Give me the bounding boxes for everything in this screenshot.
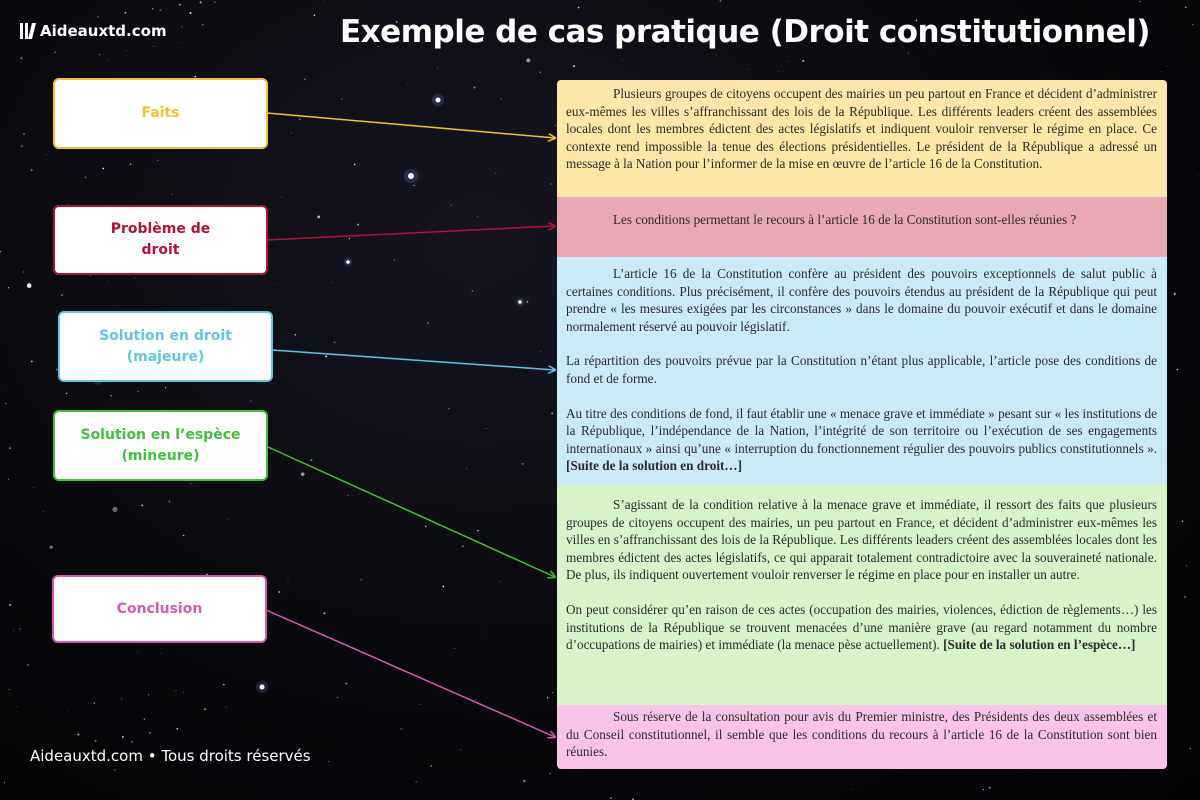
solution-droit-continue: [Suite de la solution en droit…] [566, 458, 742, 474]
brand-logo-text: Aideauxtd.com [40, 22, 167, 40]
faits-text: Plusieurs groupes de citoyens occupent des mairies un peu partout en France et décident d’administrer eux-mêmes les villes s’affranchissant des lois de la République. Les différents leaders créent des assemblées locales dont les membres édictent des actes législatifs et indiquent vouloir renverser le régime en place. Ce contexte rend impossible la tenue des élections présidentielles. Le président de la République a adressé un message à la Nation pour l’informer de la mise en œuvre de l’article 16 de la Constitution. [566, 86, 1157, 172]
solution-espece-continue: [Suite de la solution en l’espèce…] [943, 637, 1136, 653]
solution-droit-p3 [566, 405, 1157, 475]
label-conclusion[interactable] [52, 575, 267, 643]
label-probleme-line1: Problème de [110, 221, 211, 237]
section-faits [557, 80, 1167, 197]
solution-espece-p1: S’agissant de la condition relative à la menace grave et immédiate, il ressort des faits que plusieurs groupes de citoyens occupent des mairies, un peu partout en France, et décident d’administrer eux-mêmes les villes en s’affranchissant des lois de la République. Les différents leaders créent des assemblées locales dont les membres édictent des actes législatifs, ce qui apparait totalement contradictoire avec la souveraineté nationale. De plus, ils indiquent ouvertement vouloir renverser le régime en place pour en installer un autre. [566, 497, 1157, 583]
label-solution-espece-line2: (mineure) [121, 447, 200, 464]
page-title: Exemple de cas pratique (Droit constitutionnel) [340, 14, 1151, 50]
section-solution-espece [557, 485, 1167, 705]
section-probleme [557, 197, 1167, 257]
conclusion-text: Sous réserve de la consultation pour avis du Premier ministre, des Présidents des deux assemblées et du Conseil constitutionnel, il semble que les conditions du recours à l’article 16 de la Constitution sont bien réunies. [566, 709, 1157, 760]
brand-logo[interactable] [20, 22, 167, 40]
books-icon [20, 23, 34, 39]
solution-espece-p2 [566, 601, 1157, 654]
solution-droit-p2: La répartition des pouvoirs prévue par la Constitution n’étant plus applicable, l’article pose des conditions de fond et de forme. [566, 353, 1157, 386]
solution-droit-p1: L’article 16 de la Constitution confère au président des pouvoirs exceptionnels de salut public à certaines conditions. Plus précisément, il confère des pouvoirs étendus au président de la République qui peut prendre « les mesures exigées par les circonstances » dans le domaine du pouvoir exécutif et dans le domaine normalement réservé au pouvoir législatif. [566, 266, 1157, 334]
section-conclusion [557, 705, 1167, 769]
label-probleme-line2: droit [141, 242, 180, 258]
label-solution-en-espece[interactable] [53, 410, 268, 481]
case-study-panel [557, 80, 1167, 769]
section-solution-droit [557, 257, 1167, 485]
label-faits-text: Faits [141, 105, 180, 121]
label-solution-en-droit[interactable] [58, 311, 273, 382]
label-solution-droit-line1: Solution en droit [99, 327, 232, 344]
label-conclusion-text: Conclusion [116, 600, 203, 617]
label-solution-droit-line2: (majeure) [126, 348, 205, 365]
label-faits[interactable] [53, 78, 268, 149]
solution-espece-p2-text: On peut considérer qu’en raison de ces actes (occupation des mairies, violences, édiction de règlements…) les institutions de la République se trouvent menacées d’une manière grave (au regard notamment du nombre d’occupations de mairies) et immédiate (la menace pèse actuellement). [566, 601, 1157, 653]
label-solution-espece-line1: Solution en l’espèce [80, 426, 241, 443]
label-probleme-de-droit[interactable] [53, 205, 268, 275]
solution-droit-p3-text: Au titre des conditions de fond, il faut établir une « menace grave et immédiate » pesant sur « les institutions de la République, l’indépendance de la Nation, l’intégrité de son territoire ou l’exécution de ses engagements internationaux » ainsi qu’une « interruption du fonctionnement régulier des pouvoirs publics constitutionnels ». [566, 405, 1157, 456]
probleme-text: Les conditions permettant le recours à l’article 16 de la Constitution sont-elles réunies ? [613, 212, 1077, 227]
footer-copyright: Aideauxtd.com • Tous droits réservés [30, 747, 311, 765]
